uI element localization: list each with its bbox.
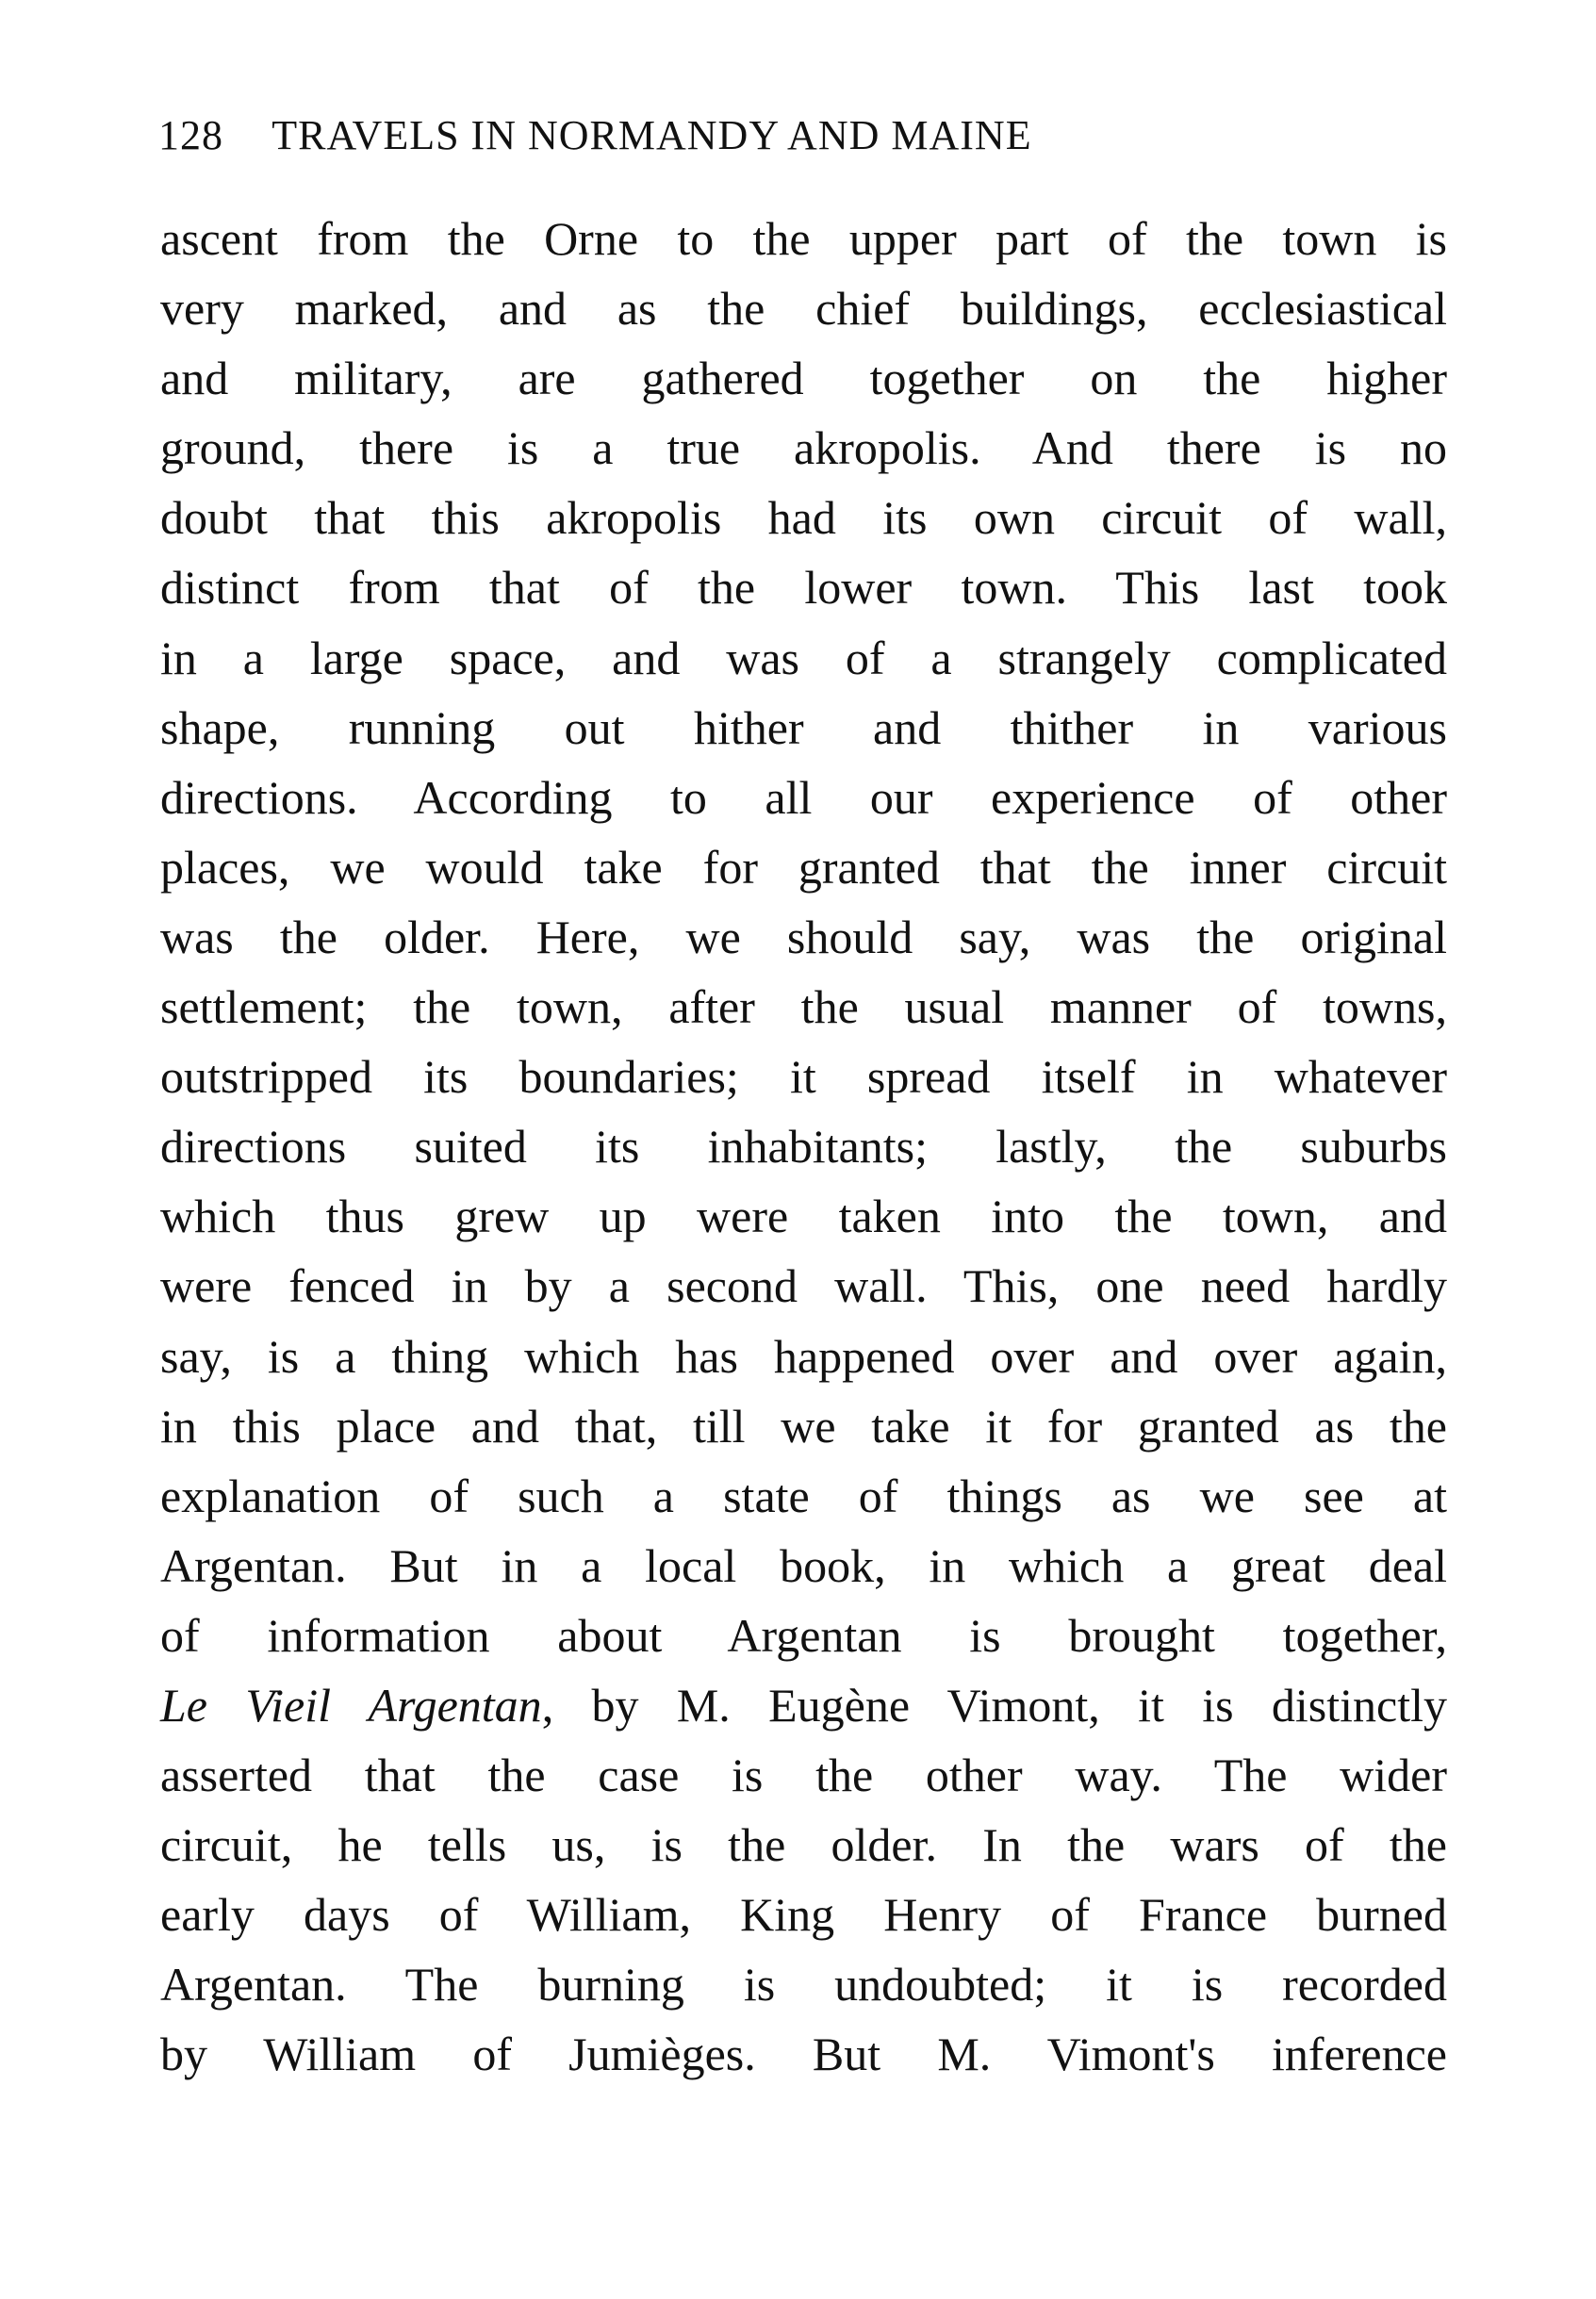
- book-title-italic: Le Vieil Argentan: [160, 1678, 542, 1732]
- line-text: ground, there is a true akropolis. And there is no: [160, 421, 1447, 475]
- text-line: [160, 1880, 1447, 1949]
- line-text: outstripped its boundaries; it spread itself in whatever: [160, 1050, 1447, 1104]
- line-text: places, we would take for granted that the inner circuit: [160, 840, 1447, 894]
- text-line: [160, 1949, 1447, 2019]
- text-line: [160, 552, 1447, 622]
- text-line: [160, 1111, 1447, 1181]
- text-line: [160, 832, 1447, 902]
- line-text: doubt that this akropolis had its own circuit of wall,: [160, 491, 1447, 545]
- text-line: [160, 902, 1447, 972]
- running-header: [158, 111, 1032, 159]
- line-text: and military, are gathered together on the higher: [160, 352, 1447, 405]
- text-line: [160, 1391, 1447, 1461]
- text-line: [160, 763, 1447, 832]
- line-text: shape, running out hither and thither in various: [160, 700, 1447, 754]
- line-text: Argentan. But in a local book, in which a great deal: [160, 1538, 1447, 1592]
- line-text: circuit, he tells us, is the older. In the wars of the: [160, 1818, 1447, 1872]
- line-text: in this place and that, till we take it for granted as the: [160, 1399, 1447, 1453]
- text-line: [160, 693, 1447, 763]
- text-line: [160, 1322, 1447, 1391]
- body-text: [160, 204, 1447, 2090]
- text-line: [160, 343, 1447, 413]
- text-line: [160, 1251, 1447, 1321]
- line-text: distinct from that of the lower town. This last took: [160, 561, 1447, 615]
- line-text: explanation of such a state of things as we see at: [160, 1469, 1447, 1522]
- text-line: [160, 1601, 1447, 1670]
- text-line: [160, 413, 1447, 483]
- text-line: [160, 623, 1447, 693]
- line-text: early days of William, King Henry of France burned: [160, 1888, 1447, 1942]
- text-line: [160, 1531, 1447, 1601]
- page-number: 128: [158, 112, 223, 158]
- running-title: TRAVELS IN NORMANDY AND MAINE: [271, 112, 1032, 158]
- line-text: ascent from the Orne to the upper part of the town is: [160, 212, 1447, 265]
- line-text: Argentan. The burning is undoubted; it is recorded: [160, 1958, 1447, 2012]
- text-line: [160, 1461, 1447, 1531]
- text-line: [160, 483, 1447, 552]
- line-text: settlement; the town, after the usual manner of towns,: [160, 980, 1447, 1034]
- text-line: [160, 2019, 1447, 2089]
- line-text: asserted that the case is the other way. The wider: [160, 1749, 1447, 1802]
- line-text: directions. According to all our experience of other: [160, 770, 1447, 824]
- text-line: [160, 204, 1447, 273]
- text-line: [160, 972, 1447, 1042]
- line-text: very marked, and as the chief buildings, ecclesiastical: [160, 282, 1447, 336]
- text-line: [160, 1042, 1447, 1111]
- text-line: [160, 1670, 1447, 1740]
- text-line: [160, 1740, 1447, 1810]
- line-text: say, is a thing which has happened over and over again,: [160, 1329, 1447, 1383]
- line-text: by William of Jumièges. But M. Vimont's inference: [160, 2028, 1447, 2081]
- text-line: [160, 273, 1447, 343]
- line-text: were fenced in by a second wall. This, one need hardly: [160, 1259, 1447, 1313]
- text-line: [160, 1810, 1447, 1880]
- line-text: in a large space, and was of a strangely complicated: [160, 631, 1447, 684]
- line-text: directions suited its inhabitants; lastly, the suburbs: [160, 1120, 1447, 1174]
- line-text: , by M. Eugène Vimont, it is distinctly: [541, 1678, 1447, 1732]
- line-text: which thus grew up were taken into the town, and: [160, 1190, 1447, 1243]
- line-text: was the older. Here, we should say, was the original: [160, 910, 1447, 963]
- line-text: of information about Argentan is brought together,: [160, 1608, 1447, 1662]
- text-line: [160, 1181, 1447, 1251]
